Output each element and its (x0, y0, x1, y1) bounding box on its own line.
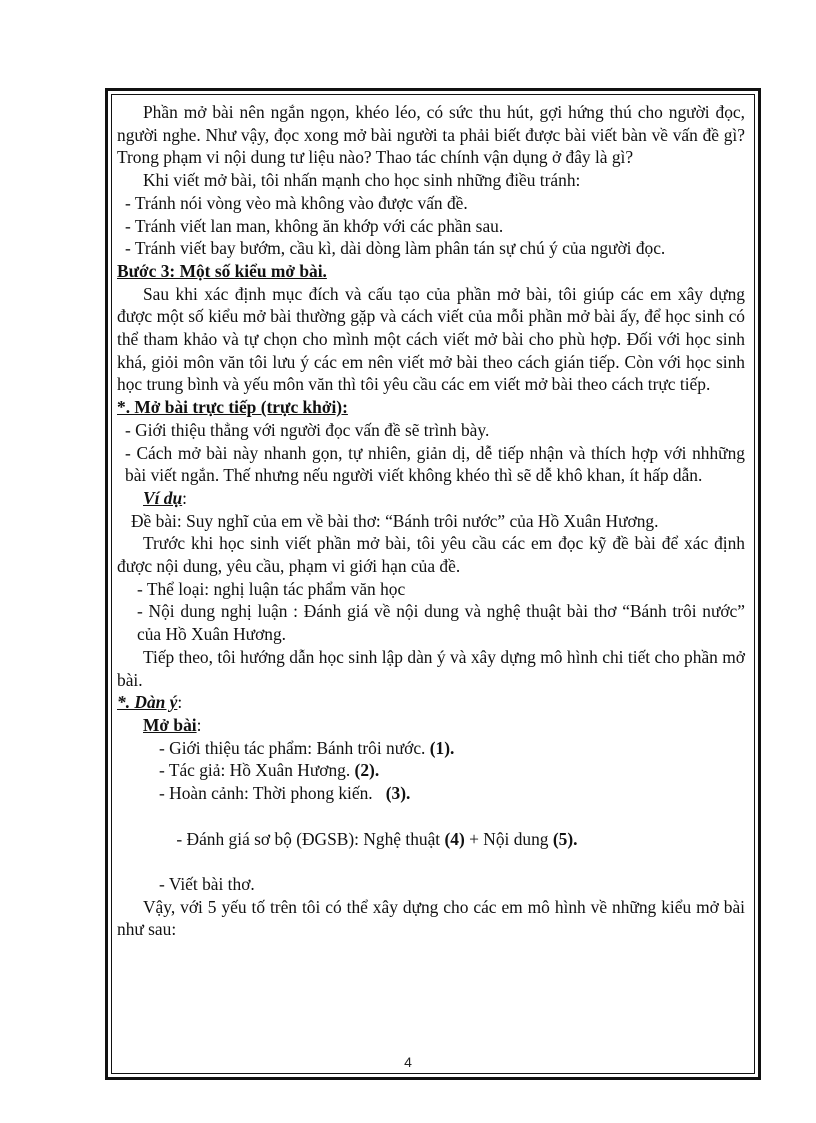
avoid-item-3: - Tránh viết bay bướm, cầu kì, dài dòng làm phân tán sự chú ý của người đọc. (125, 238, 666, 259)
outline-colon: : (177, 692, 183, 713)
genre-line (117, 578, 745, 601)
assess-text-2: + Nội dung (464, 828, 553, 849)
outline-label: *. Dàn ý (117, 692, 178, 713)
assess-mark-1: (4) (444, 828, 465, 849)
paragraph-step3: Sau khi xác định mục đích và cấu tạo của phần mở bài, tôi giúp các em xây dựng được một số kiểu mở bài thường gặp và cách viết của mỗi phần mở bài ấy, để học sinh có thể tham khảo và tự chọn cho mình một cách viết mở bài cho phù hợp. Đối với học sinh khá, giỏi môn văn tôi lưu ý các em nên viết mở bài theo cách gián tiếp. Còn với học sinh học trung bình và yếu môn văn thì tôi yêu cầu các em viết mở bài theo cách trực tiếp. (117, 283, 745, 395)
outline-item-1 (117, 737, 745, 760)
document-body (117, 101, 745, 941)
outline-item-3-text: - Hoàn cảnh: Thời phong kiến. (159, 783, 386, 804)
example-label: Ví dụ (143, 487, 183, 508)
topic-label: Đề bài: (131, 510, 182, 531)
page-number: 4 (404, 1054, 412, 1070)
outline-item-4 (117, 805, 745, 873)
content-line (117, 600, 745, 645)
content-text: nghị luận : Đánh giá về nội dung và nghệ thuật bài thơ “Bánh trôi nước” của Hồ Xuân Hương. (137, 601, 745, 645)
outline-item-2-mark: (2). (354, 760, 380, 781)
intro-heading (117, 714, 745, 737)
step3-heading: Bước 3: Một số kiểu mở bài. (117, 260, 327, 281)
assess-mark-2: (5). (552, 828, 578, 849)
outline-item-1-text: - Giới thiệu tác phẩm: Bánh trôi nước. (159, 737, 430, 758)
direct-item-1: - Giới thiệu thẳng với người đọc vấn đề sẽ trình bày. (125, 419, 490, 440)
outline-item-5: - Viết bài thơ. (159, 873, 255, 894)
topic-line (117, 510, 745, 533)
paragraph-avoid-intro: Khi viết mở bài, tôi nhấn mạnh cho học sinh những điều tránh: (143, 170, 581, 191)
paragraph-outline-intro: Tiếp theo, tôi hướng dẫn học sinh lập dàn ý và xây dựng mô hình chi tiết cho phần mở bài. (117, 646, 745, 690)
example-heading (117, 487, 745, 510)
paragraph-read-topic: Trước khi học sinh viết phần mở bài, tôi yêu cầu các em đọc kỹ đề bài để xác định được nội dung, yêu cầu, phạm vi giới hạn của đề. (117, 533, 745, 577)
example-colon: : (182, 487, 187, 508)
genre-text: nghị luận tác phẩm văn học (213, 578, 406, 599)
paragraph-intro: Phần mở bài nên ngắn ngọn, khéo léo, có sức thu hút, gợi hứng thú cho người đọc, người nghe. Như vậy, đọc xong mở bài người ta phải biết được bài viết bàn về vấn đề gì? Trong phạm vi nội dung tư liệu nào? Thao tác chính vận dụng ở đây là gì? (117, 102, 745, 168)
outline-item-2-text: - Tác giả: Hồ Xuân Hương. (159, 760, 355, 781)
intro-label: Mở bài (143, 714, 197, 735)
outline-heading (117, 691, 745, 714)
outline-item-1-mark: (1). (429, 737, 455, 758)
intro-colon: : (196, 714, 202, 735)
genre-label: - Thể loại: (137, 578, 210, 599)
paragraph-model-intro: Vậy, với 5 yếu tố trên tôi có thể xây dựng cho các em mô hình về những kiểu mở bài như sau: (117, 896, 745, 940)
direct-item-2: - Cách mở bài này nhanh gọn, tự nhiên, giản dị, dễ tiếp nhận và thích hợp với nhhững bài viết ngắn. Thế nhưng nếu người viết không khéo thì sẽ dễ khô khan, ít hấp dẫn. (125, 442, 745, 486)
outline-item-2 (117, 759, 745, 782)
assess-text-1: - Đánh giá sơ bộ (ĐGSB): Nghệ thuật (176, 828, 445, 849)
content-label: - Nội dung (137, 601, 216, 622)
outline-item-3 (117, 782, 745, 805)
direct-heading: *. Mở bài trực tiếp (trực khởi): (117, 397, 348, 418)
avoid-item-1: - Tránh nói vòng vèo mà không vào được vấn đề. (125, 192, 468, 213)
avoid-item-2: - Tránh viết lan man, không ăn khớp với các phần sau. (125, 215, 504, 236)
topic-text: Suy nghĩ của em về bài thơ: “Bánh trôi nước” của Hồ Xuân Hương. (186, 510, 659, 531)
outline-item-3-mark: (3). (385, 783, 411, 804)
